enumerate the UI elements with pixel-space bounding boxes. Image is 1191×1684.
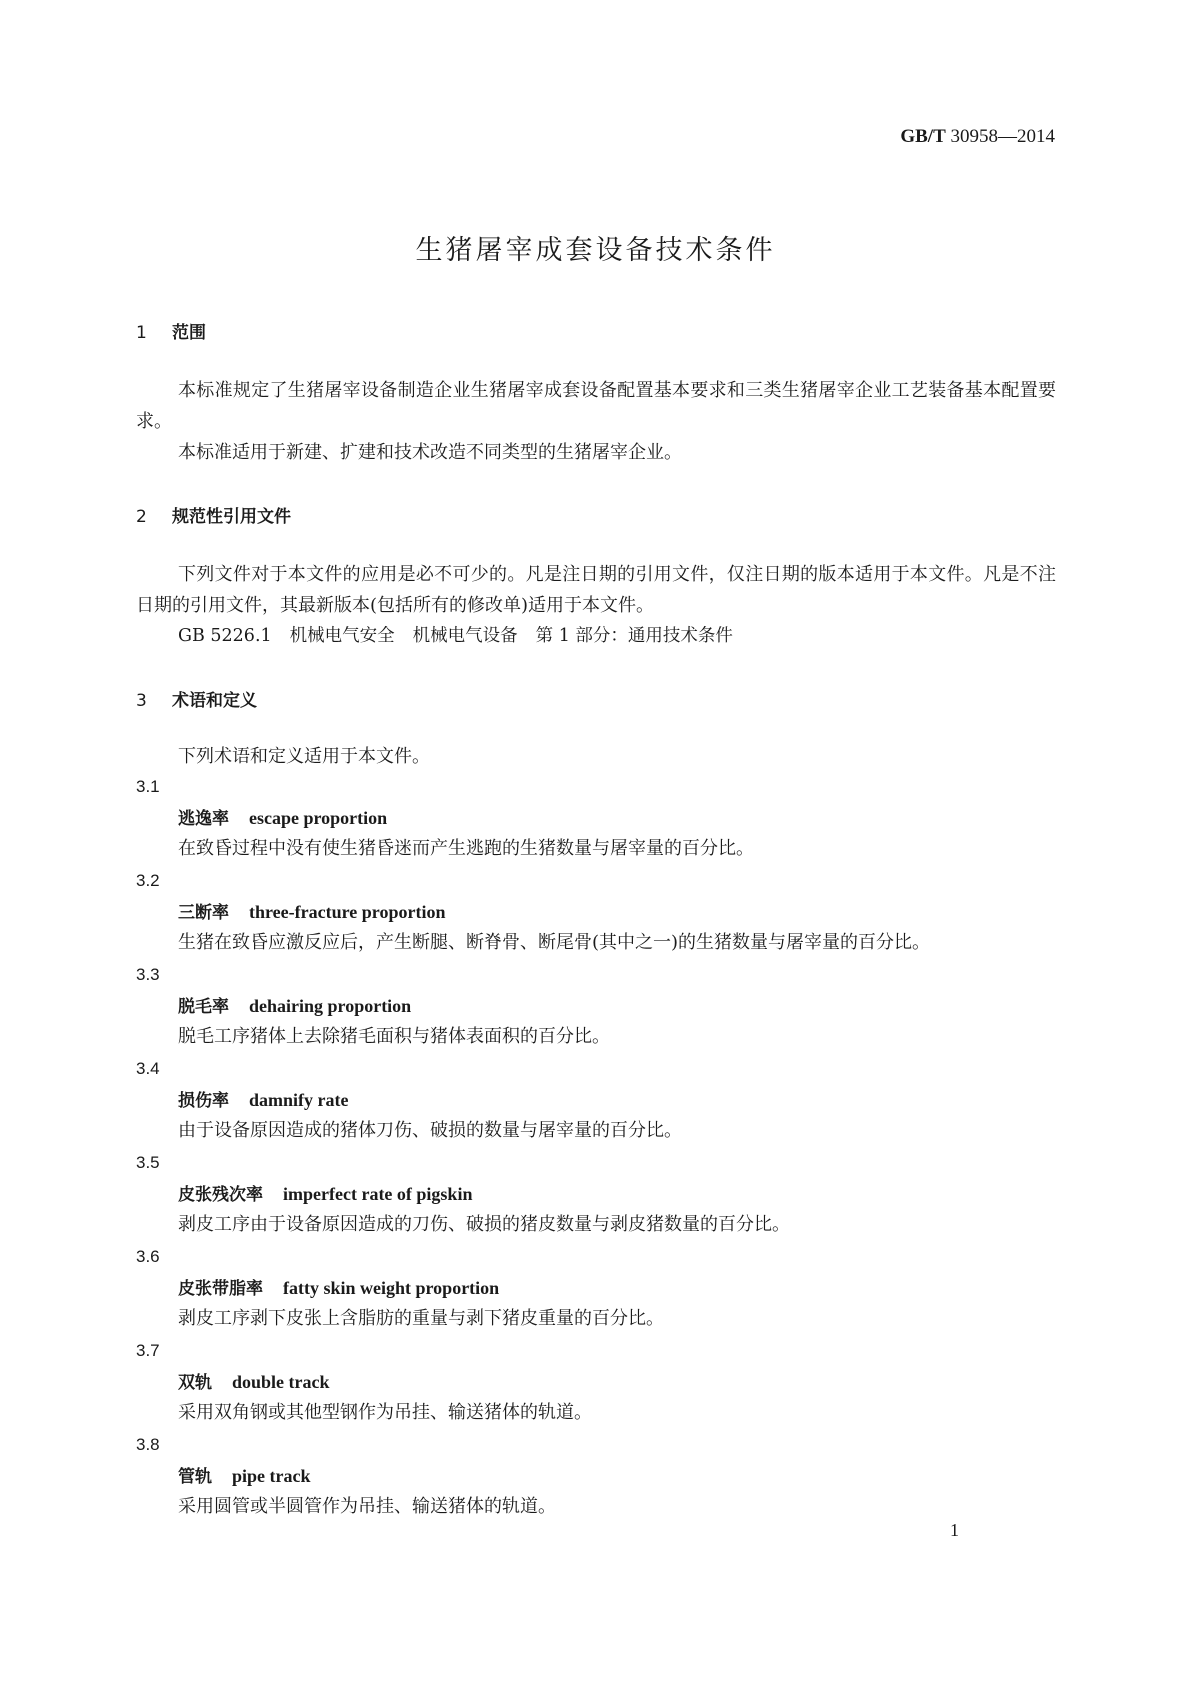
term-definition: 采用双角钢或其他型钢作为吊挂、输送猪体的轨道。 xyxy=(178,1402,592,1423)
term-number: 3.3 xyxy=(136,965,160,984)
term-name xyxy=(178,1366,1056,1398)
term-name xyxy=(178,1084,1056,1116)
term-number: 3.5 xyxy=(136,1153,160,1172)
standard-code xyxy=(900,126,1055,148)
section-2-heading xyxy=(136,502,1056,527)
term-en: pipe track xyxy=(232,1466,311,1486)
term-number: 3.2 xyxy=(136,871,160,890)
paragraph: 下列文件对于本文件的应用是必不可少的。凡是注日期的引用文件，仅注日期的版本适用于本文件。凡是不注日期的引用文件，其最新版本(包括所有的修改单)适用于本文件。 xyxy=(136,564,1056,616)
term-definition: 生猪在致昏应激反应后，产生断腿、断脊骨、断尾骨(其中之一)的生猪数量与屠宰量的百分比。 xyxy=(178,932,931,953)
section-number: 3 xyxy=(136,691,147,711)
section-1-heading xyxy=(136,318,1056,343)
term-name xyxy=(178,1460,1056,1492)
term-3-3 xyxy=(136,960,1056,1054)
term-en: three-fracture proportion xyxy=(249,902,446,922)
term-zh: 逃逸率 xyxy=(178,809,229,829)
term-3-2 xyxy=(136,866,1056,960)
term-3-4 xyxy=(136,1054,1056,1148)
term-3-6 xyxy=(136,1242,1056,1336)
term-3-5 xyxy=(136,1148,1056,1242)
term-en: damnify rate xyxy=(249,1090,349,1110)
term-en: fatty skin weight proportion xyxy=(283,1278,500,1298)
section-3-heading xyxy=(136,686,1056,711)
term-zh: 双轨 xyxy=(178,1373,212,1393)
term-en: dehairing proportion xyxy=(249,996,412,1016)
term-name xyxy=(178,802,1056,834)
reference-title-part: 机械电气安全 xyxy=(289,626,395,646)
term-definition: 在致昏过程中没有使生猪昏迷而产生逃跑的生猪数量与屠宰量的百分比。 xyxy=(178,838,754,859)
term-3-8 xyxy=(136,1430,1056,1524)
term-definition: 剥皮工序剥下皮张上含脂肪的重量与剥下猪皮重量的百分比。 xyxy=(178,1308,664,1329)
term-zh: 皮张残次率 xyxy=(178,1185,263,1205)
section-title: 术语和定义 xyxy=(172,691,257,711)
section-number: 1 xyxy=(136,323,147,343)
term-zh: 三断率 xyxy=(178,903,229,923)
term-en: double track xyxy=(232,1372,330,1392)
term-name xyxy=(178,896,1056,928)
term-en: imperfect rate of pigskin xyxy=(283,1184,473,1204)
page-number: 1 xyxy=(950,1520,959,1540)
term-number: 3.7 xyxy=(136,1341,160,1360)
term-definition: 脱毛工序猪体上去除猪毛面积与猪体表面积的百分比。 xyxy=(178,1026,610,1047)
term-number: 3.6 xyxy=(136,1247,160,1266)
term-definition: 由于设备原因造成的猪体刀伤、破损的数量与屠宰量的百分比。 xyxy=(178,1120,682,1141)
normative-reference xyxy=(136,621,1056,652)
term-number: 3.8 xyxy=(136,1435,160,1454)
term-zh: 皮张带脂率 xyxy=(178,1279,263,1299)
paragraph: 本标准适用于新建、扩建和技术改造不同类型的生猪屠宰企业。 xyxy=(178,442,682,463)
paragraph: 本标准规定了生猪屠宰设备制造企业生猪屠宰成套设备配置基本要求和三类生猪屠宰企业工艺装备基本配置要求。 xyxy=(136,380,1056,432)
document-title: 生猪屠宰成套设备技术条件 xyxy=(415,235,776,266)
section-number: 2 xyxy=(136,507,147,527)
term-zh: 脱毛率 xyxy=(178,997,229,1017)
term-definition: 采用圆管或半圆管作为吊挂、输送猪体的轨道。 xyxy=(178,1496,556,1517)
section-title: 范围 xyxy=(172,323,206,343)
term-zh: 损伤率 xyxy=(178,1091,229,1111)
section-title: 规范性引用文件 xyxy=(172,507,291,527)
reference-code: GB 5226.1 xyxy=(178,626,272,646)
term-number: 3.4 xyxy=(136,1059,160,1078)
standard-number: 30958—2014 xyxy=(950,126,1055,147)
document-body xyxy=(136,318,1056,1524)
term-en: escape proportion xyxy=(249,808,388,828)
term-name xyxy=(178,1178,1056,1210)
paragraph: 下列术语和定义适用于本文件。 xyxy=(178,746,430,767)
term-3-7 xyxy=(136,1336,1056,1430)
term-name xyxy=(178,1272,1056,1304)
reference-title-part: 第 1 部分：通用技术条件 xyxy=(535,626,733,646)
standard-prefix: GB/T xyxy=(900,126,946,147)
term-3-1 xyxy=(136,772,1056,866)
term-name xyxy=(178,990,1056,1022)
term-definition: 剥皮工序由于设备原因造成的刀伤、破损的猪皮数量与剥皮猪数量的百分比。 xyxy=(178,1214,790,1235)
reference-title-part: 机械电气设备 xyxy=(412,626,518,646)
term-zh: 管轨 xyxy=(178,1467,212,1487)
term-number: 3.1 xyxy=(136,777,160,796)
